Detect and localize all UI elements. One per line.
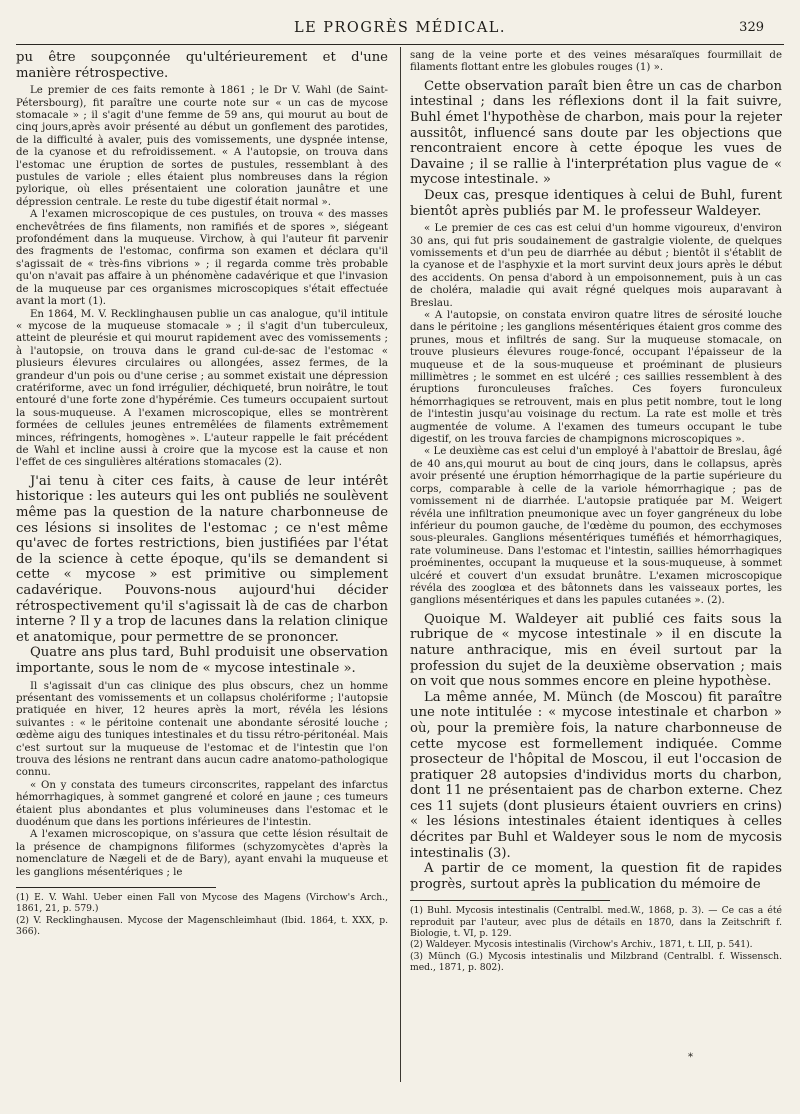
paragraph: Le premier de ces faits remonte à 1861 ; le Dr V. Wahl (de Saint-Pétersbourg), fit paraître une courte note sur « un cas de mycose stomacale » ; il s'agit d'une femme de 59 ans, qui mourut au bout de cinq jours,après avoir présenté au début un gonflement des parotides, de la difficulté à avaler, puis des vomissements, une dyspnée intense, de la cyanose et du refroidissement. « A l'autopsie, on trouva dans l'estomac une éruption de sortes de pustules, ressemblant à des pustules de variole ; elles étaient plus nombreuses dans la région pylorique, où elles présentaient une coloration jaunâtre et une dépression centrale. Le reste du tube digestif était normal ».	[16, 85, 388, 208]
paragraph: « A l'autopsie, on constata environ quatre litres de sérosité louche dans le péritoine ; les ganglions mésentériques étaient gros comme des prunes, mous et infiltrés de sang. Sur la muqueuse stomacale, on trouve plusieurs élevures rouge-foncé, occupant l'épaisseur de la muqueuse et de la sous-muqueuse et proéminant de plusieurs millimètres ; le sommet en est ulcéré ; ces saillies ressemblent à des éruptions furonculeuses fraîches. Ces foyers furonculeux hémorrhagiques se retrouvent, mais en plus petit nombre, tout le long de l'intestin jusqu'au voisinage du rectum. La rate est molle et très augmentée de volume. A l'examen des tumeurs occupant le tube digestif, on les trouva farcies de champignons microscopiques ».	[410, 310, 782, 446]
paragraph: Cette observation paraît bien être un cas de charbon intestinal ; dans les réflexions dont il la fait suivre, Buhl émet l'hypothèse de charbon, mais pour la rejeter aussitôt, influencé sans doute par les objections que rencontraient encore à cette époque les vues de Davaine ; il se rallie à l'interprétation plus vague de « mycose intestinale. »	[410, 78, 782, 188]
paragraph: En 1864, M. V. Recklinghausen publie un cas analogue, qu'il intitule « mycose de la muqueuse stomacale » ; il s'agit d'un tuberculeux, atteint de pleurésie et qui mourut rapidement avec des vomissements ; à l'autopsie, on trouva dans le grand cul-de-sac de l'estomac « plusieurs élevures circulaires ou allongées, assez fermes, de la grandeur d'un pois ou d'une cerise ; au sommet existait une dépression cratériforme, avec un fond irrégulier, déchiqueté, brun noirâtre, le tout entouré d'une forte zone d'hypérémie. Ces tumeurs occupaient surtout la sous-muqueuse. A l'examen microscopique, elles se montrèrent formées de cellules jeunes entremêlées de filaments extrêmement minces, réfringents, homogènes ». L'auteur rappelle le fait précédent de Wahl et incline aussi à croire que la mycose est la cause et non l'effet de ces singulières altérations stomacales (2).	[16, 308, 388, 469]
left-column	[16, 50, 388, 1080]
paragraph: « Le premier de ces cas est celui d'un homme vigoureux, d'environ 30 ans, qui fut pris soudainement de gastralgie violente, de quelques vomissements et d'un peu de diarrhée au début ; bientôt il s'établit de la cyanose et de l'asphyxie et la mort survint deux jours après le début des accidents. On pensa d'abord à un empoisonnement, puis à un cas de choléra, maladie qui avait régné quelques mois auparavant à Breslau.	[410, 223, 782, 309]
paragraph: Quoique M. Waldeyer ait publié ces faits sous la rubrique de « mycose intestinale » il en discute la nature anthracique, mis en éveil surtout par la profession du sujet de la deuxième observation ; mais on voit que nous sommes encore en pleine hypothèse.	[410, 611, 782, 690]
footnote-rule	[410, 900, 610, 901]
paragraph: A partir de ce moment, la question fit de rapides progrès, surtout après la publication du mémoire de	[410, 861, 782, 892]
paragraph: J'ai tenu à citer ces faits, à cause de leur intérêt historique : les auteurs qui les ont publiés ne soulèvent même pas la question de la nature charbonneuse de ces lésions si insolites de l'estomac ; ce n'est même qu'avec de fortes restrictions, bien justifiées par l'état de la science à cette époque, qu'ils se demandent si cette « mycose » est primitive ou simplement cadavérique. Pouvons-nous aujourd'hui décider rétrospectivement qu'il s'agissait là de cas de charbon interne ? Il y a trop de lacunes dans la relation clinique et anatomique, pour permettre de se prononcer.	[16, 473, 388, 645]
paragraph: Quatre ans plus tard, Buhl produisit une observation importante, sous le nom de « mycose intestinale ».	[16, 645, 388, 676]
footnote: (2) V. Recklinghausen. Mycose der Magenschleimhaut (Ibid. 1864, t. XXX, p. 366).	[16, 914, 388, 937]
end-mark: *	[688, 1052, 693, 1063]
header-rule	[16, 44, 784, 45]
paragraph: sang de la veine porte et des veines mésaraïques fourmillait de filaments flottant entre les globules rouges (1) ».	[410, 50, 782, 74]
paragraph: A l'examen microscopique, on s'assura que cette lésion résultait de la présence de champignons filiformes (schyzomycètes d'après la nomenclature de Nægeli et de de Bary), ayant envahi la muqueuse et les ganglions mésentériques ; le	[16, 829, 388, 878]
paragraph: Deux cas, presque identiques à celui de Buhl, furent bientôt après publiés par M. le professeur Waldeyer.	[410, 187, 782, 219]
footnote: (1) Buhl. Mycosis intestinalis (Centralbl. med.W., 1868, p. 3). — Ce cas a été reproduit par l'auteur, avec plus de détails en 1870, dans la Zeitschrift f. Biologie, t. VI, p. 129.	[410, 905, 782, 940]
paragraph: pu être soupçonnée qu'ultérieurement et d'une manière rétrospective.	[16, 50, 388, 81]
page-header	[0, 20, 800, 44]
footnote: (3) Münch (G.) Mycosis intestinalis und Milzbrand (Centralbl. f. Wissensch. med., 1871, p. 802).	[410, 950, 782, 973]
journal-title: LE PROGRÈS MÉDICAL.	[293, 20, 507, 36]
paragraph: Il s'agissait d'un cas clinique des plus obscurs, chez un homme présentant des vomissements et un collapsus cholériforme ; l'autopsie pratiquée en hiver, 12 heures après la mort, révéla les lésions suivantes : « le péritoine contenait une abondante sérosité louche ; œdème aigu des tuniques intestinales et du tissu rétro-péritonéal. Mais c'est surtout sur la muqueuse de l'estomac et de l'intestin que l'on trouva des lésions ne rentrant dans aucun cadre anatomo-pathologique connu.	[16, 680, 388, 779]
paragraph: La même année, M. Münch (de Moscou) fit paraître une note intitulée : « mycose intestinale et charbon » où, pour la première fois, la nature charbonneuse de cette mycose est formellement indiquée. Comme prosecteur de l'hôpital de Moscou, il eut l'occasion de pratiquer 28 autopsies d'individus morts du charbon, dont 11 ne présentaient pas de charbon externe. Chez ces 11 sujets (dont plusieurs étaient ouvriers en crins) « les lésions intestinales étaient identiques à celles décrites par Buhl et Waldeyer sous le nom de mycosis intestinalis (3).	[410, 689, 782, 861]
right-column	[410, 50, 782, 1080]
paragraph: « Le deuxième cas est celui d'un employé à l'abattoir de Breslau, âgé de 40 ans,qui mourut au bout de cinq jours, dans le collapsus, après avoir présenté une éruption hémorrhagique de la partie supérieure du corps, comparable à celle de la variole hémorrhagique ; pas de vomissement ni de diarrhée. L'autopsie pratiquée par M. Weigert révéla une infiltration pneumonique avec un foyer gangréneux du lobe inférieur du poumon gauche, de l'œdème du poumon, des ecchymoses sous-pleurales. Ganglions mésentériques tuméfiés et hémorrhagiques, rate volumineuse. Dans l'estomac et l'intestin, saillies hémorrhagiques proéminentes, occupant la muqueuse et la sous-muqueuse, à sommet ulcéré et couvert d'un exsudat brunâtre. L'examen microscopique révéla des zooglœa et des bâtonnets dans les vaisseaux portes, les ganglions mésentériques et dans les papules cutanées ». (2).	[410, 446, 782, 607]
footnote-rule	[16, 887, 216, 888]
footnote: (2) Waldeyer. Mycosis intestinalis (Virchow's Archiv., 1871, t. LII, p. 541).	[410, 939, 753, 951]
column-divider	[400, 47, 401, 1082]
footnote: (1) E. V. Wahl. Ueber einen Fall von Mycose des Magens (Virchow's Arch., 1861, 21, p. 579.)	[16, 892, 388, 915]
page-number: 329	[739, 20, 764, 35]
paragraph: A l'examen microscopique de ces pustules, on trouva « des masses enchevêtrées de fins filaments, non ramifiés et de spores », siégeant profondément dans la muqueuse. Virchow, à qui l'auteur fit parvenir des fragments de l'estomac, confirma son examen et déclara qu'il s'agissait de « très-fins vibrions » ; il regarda comme très probable qu'on n'avait pas affaire à un phénomène cadavérique et que l'invasion de la muqueuse par ces organismes microscopiques s'était effectuée avant la mort (1).	[16, 209, 388, 308]
paragraph: « On y constata des tumeurs circonscrites, rappelant des infarctus hémorrhagiques, à sommet gangrené et coloré en jaune ; ces tumeurs étaient plus abondantes et plus volumineuses dans l'estomac et le duodénum que dans les portions inférieures de l'intestin.	[16, 779, 388, 828]
